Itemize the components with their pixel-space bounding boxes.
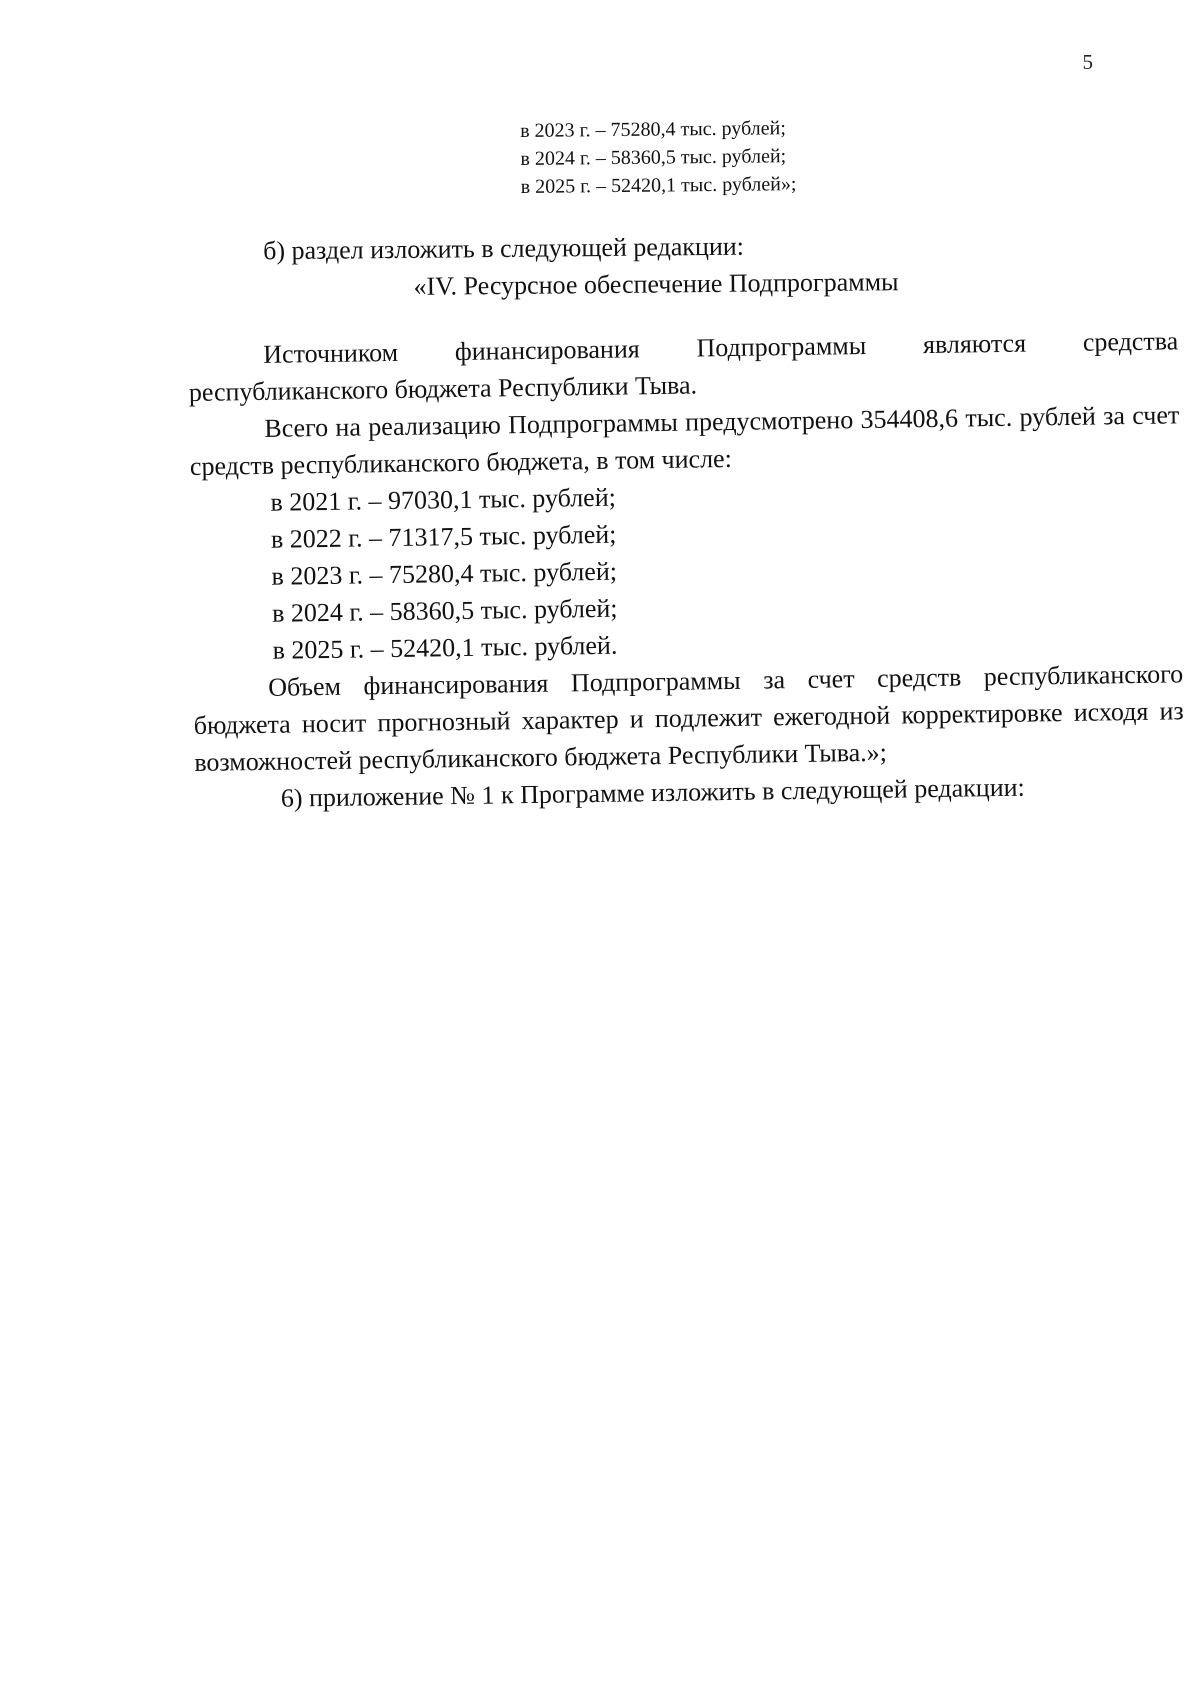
paragraph-funding-source: Источником финансирования Подпрограммы являются средства республиканского бюджета Республики Тыва. bbox=[188, 326, 1179, 407]
funding-year-line-2022: в 2022 г. – 71317,5 тыс. рублей; bbox=[270, 519, 617, 554]
funding-year-line-2025: в 2025 г. – 52420,1 тыс. рублей. bbox=[272, 630, 618, 665]
section-body bbox=[188, 322, 1185, 818]
quoted-funding-lines bbox=[520, 114, 797, 201]
amendment-intro bbox=[188, 223, 1179, 306]
quoted-year-line-2023: в 2023 г. – 75280,4 тыс. рублей; bbox=[520, 117, 786, 142]
section-heading: «IV. Ресурсное обеспечение Подпрограммы bbox=[413, 267, 899, 301]
amendment-item-6: 6) приложение № 1 к Программе изложить в следующей редакции: bbox=[280, 772, 1025, 813]
funding-year-line-2024: в 2024 г. – 58360,5 тыс. рублей; bbox=[271, 593, 618, 628]
page-number: 5 bbox=[1082, 50, 1093, 74]
quoted-year-line-2025: в 2025 г. – 52420,1 тыс. рублей»; bbox=[520, 173, 797, 198]
funding-year-line-2021: в 2021 г. – 97030,1 тыс. рублей; bbox=[270, 482, 617, 517]
paragraph-funding-volume: Объем финансирования Подпрограммы за счет средств республиканского бюджета носит прогнозный характер и подлежит ежегодной корректировке исходя из возможностей республиканского бюджета Республики Тыва.»; bbox=[193, 659, 1184, 777]
paragraph-total-funding: Всего на реализацию Подпрограммы предусмотрено 354408,6 тыс. рублей за счет средств республиканского бюджета, в том числе: bbox=[189, 400, 1180, 481]
quoted-year-line-2024: в 2024 г. – 58360,5 тыс. рублей; bbox=[520, 145, 787, 170]
funding-year-line-2023: в 2023 г. – 75280,4 тыс. рублей; bbox=[271, 556, 618, 591]
amendment-item-b: б) раздел изложить в следующей редакции: bbox=[263, 231, 745, 266]
